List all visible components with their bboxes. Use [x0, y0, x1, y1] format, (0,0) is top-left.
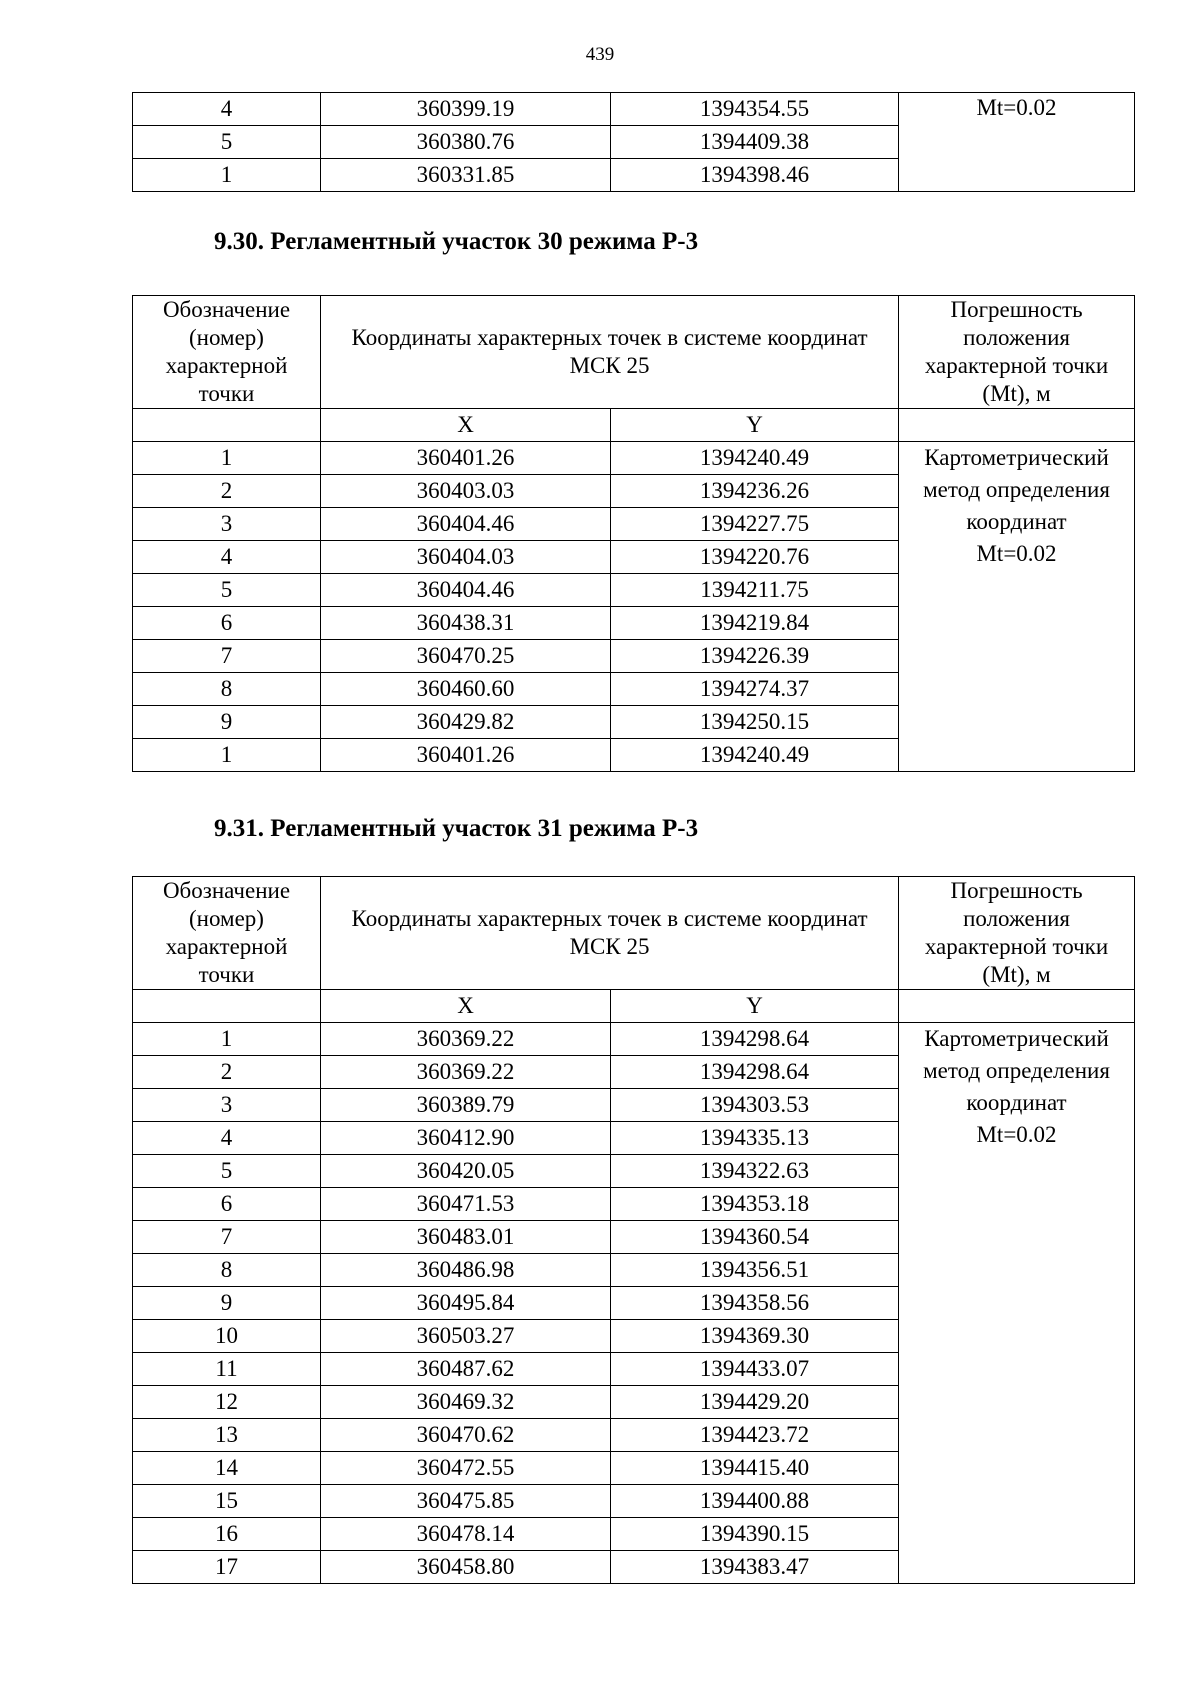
x-coordinate-cell: 360404.46 [321, 574, 611, 607]
header-position-error: Погрешность положения характерной точки (Mt), м [899, 877, 1135, 990]
section-title-31: 9.31. Регламентный участок 31 режима Р-3 [214, 815, 699, 842]
header-point-designation: Обозначение (номер) характерной точки [133, 296, 321, 409]
continuation-table [132, 92, 1135, 192]
point-number-cell: 15 [133, 1485, 321, 1518]
header-coordinates: Координаты характерных точек в системе координат МСК 25 [321, 296, 899, 409]
header-coordinates: Координаты характерных точек в системе координат МСК 25 [321, 877, 899, 990]
x-coordinate-cell: 360389.79 [321, 1089, 611, 1122]
y-coordinate-cell: 1394219.84 [611, 607, 899, 640]
y-coordinate-cell: 1394211.75 [611, 574, 899, 607]
x-coordinate-cell: 360420.05 [321, 1155, 611, 1188]
subheader-x: X [321, 409, 611, 442]
error-cell: Картометрический метод определения координат Mt=0.02 [899, 442, 1135, 772]
point-number-cell: 4 [133, 1122, 321, 1155]
y-coordinate-cell: 1394369.30 [611, 1320, 899, 1353]
y-coordinate-cell: 1394353.18 [611, 1188, 899, 1221]
table-row [133, 93, 1135, 126]
y-coordinate-cell: 1394240.49 [611, 442, 899, 475]
subheader-y: Y [611, 409, 899, 442]
y-coordinate-cell: 1394322.63 [611, 1155, 899, 1188]
y-coordinate-cell: 1394236.26 [611, 475, 899, 508]
y-coordinate-cell: 1394354.55 [611, 93, 899, 126]
x-coordinate-cell: 360331.85 [321, 159, 611, 192]
point-number-cell: 2 [133, 475, 321, 508]
error-cell: Mt=0.02 [899, 93, 1135, 192]
subheader-empty-cell [899, 409, 1135, 442]
x-coordinate-cell: 360401.26 [321, 739, 611, 772]
y-coordinate-cell: 1394220.76 [611, 541, 899, 574]
y-coordinate-cell: 1394358.56 [611, 1287, 899, 1320]
subheader-empty-cell [133, 409, 321, 442]
point-number-cell: 12 [133, 1386, 321, 1419]
y-coordinate-cell: 1394274.37 [611, 673, 899, 706]
x-coordinate-cell: 360401.26 [321, 442, 611, 475]
x-coordinate-cell: 360475.85 [321, 1485, 611, 1518]
point-number-cell: 13 [133, 1419, 321, 1452]
header-point-designation: Обозначение (номер) характерной точки [133, 877, 321, 990]
table-header-row [133, 877, 1135, 990]
point-number-cell: 1 [133, 739, 321, 772]
point-number-cell: 9 [133, 1287, 321, 1320]
point-number-cell: 10 [133, 1320, 321, 1353]
y-coordinate-cell: 1394415.40 [611, 1452, 899, 1485]
y-coordinate-cell: 1394423.72 [611, 1419, 899, 1452]
y-coordinate-cell: 1394409.38 [611, 126, 899, 159]
point-number-cell: 16 [133, 1518, 321, 1551]
x-coordinate-cell: 360471.53 [321, 1188, 611, 1221]
y-coordinate-cell: 1394335.13 [611, 1122, 899, 1155]
y-coordinate-cell: 1394400.88 [611, 1485, 899, 1518]
x-coordinate-cell: 360472.55 [321, 1452, 611, 1485]
point-number-cell: 2 [133, 1056, 321, 1089]
y-coordinate-cell: 1394226.39 [611, 640, 899, 673]
point-number-cell: 1 [133, 1023, 321, 1056]
x-coordinate-cell: 360460.60 [321, 673, 611, 706]
subheader-empty-cell [133, 990, 321, 1023]
point-number-cell: 3 [133, 1089, 321, 1122]
point-number-cell: 3 [133, 508, 321, 541]
coordinates-table-30 [132, 295, 1135, 772]
x-coordinate-cell: 360380.76 [321, 126, 611, 159]
y-coordinate-cell: 1394303.53 [611, 1089, 899, 1122]
x-coordinate-cell: 360369.22 [321, 1023, 611, 1056]
x-coordinate-cell: 360369.22 [321, 1056, 611, 1089]
point-number-cell: 7 [133, 1221, 321, 1254]
x-coordinate-cell: 360470.25 [321, 640, 611, 673]
y-coordinate-cell: 1394360.54 [611, 1221, 899, 1254]
y-coordinate-cell: 1394298.64 [611, 1023, 899, 1056]
point-number-cell: 6 [133, 607, 321, 640]
y-coordinate-cell: 1394429.20 [611, 1386, 899, 1419]
y-coordinate-cell: 1394398.46 [611, 159, 899, 192]
x-coordinate-cell: 360458.80 [321, 1551, 611, 1584]
x-coordinate-cell: 360438.31 [321, 607, 611, 640]
section-title-30: 9.30. Регламентный участок 30 режима Р-3 [214, 228, 699, 255]
x-coordinate-cell: 360483.01 [321, 1221, 611, 1254]
table-subheader-row [133, 990, 1135, 1023]
point-number-cell: 1 [133, 159, 321, 192]
x-coordinate-cell: 360486.98 [321, 1254, 611, 1287]
x-coordinate-cell: 360469.32 [321, 1386, 611, 1419]
x-coordinate-cell: 360487.62 [321, 1353, 611, 1386]
x-coordinate-cell: 360478.14 [321, 1518, 611, 1551]
point-number-cell: 7 [133, 640, 321, 673]
x-coordinate-cell: 360403.03 [321, 475, 611, 508]
header-position-error: Погрешность положения характерной точки (Mt), м [899, 296, 1135, 409]
point-number-cell: 6 [133, 1188, 321, 1221]
point-number-cell: 11 [133, 1353, 321, 1386]
error-cell: Картометрический метод определения координат Mt=0.02 [899, 1023, 1135, 1584]
point-number-cell: 5 [133, 126, 321, 159]
y-coordinate-cell: 1394227.75 [611, 508, 899, 541]
subheader-x: X [321, 990, 611, 1023]
y-coordinate-cell: 1394250.15 [611, 706, 899, 739]
point-number-cell: 14 [133, 1452, 321, 1485]
table-subheader-row [133, 409, 1135, 442]
point-number-cell: 4 [133, 541, 321, 574]
point-number-cell: 8 [133, 1254, 321, 1287]
y-coordinate-cell: 1394383.47 [611, 1551, 899, 1584]
point-number-cell: 17 [133, 1551, 321, 1584]
subheader-y: Y [611, 990, 899, 1023]
table-row [133, 1023, 1135, 1056]
x-coordinate-cell: 360429.82 [321, 706, 611, 739]
x-coordinate-cell: 360399.19 [321, 93, 611, 126]
y-coordinate-cell: 1394298.64 [611, 1056, 899, 1089]
coordinates-table-31 [132, 876, 1135, 1584]
point-number-cell: 8 [133, 673, 321, 706]
point-number-cell: 1 [133, 442, 321, 475]
x-coordinate-cell: 360412.90 [321, 1122, 611, 1155]
point-number-cell: 4 [133, 93, 321, 126]
x-coordinate-cell: 360470.62 [321, 1419, 611, 1452]
page-number: 439 [585, 44, 615, 65]
y-coordinate-cell: 1394433.07 [611, 1353, 899, 1386]
x-coordinate-cell: 360503.27 [321, 1320, 611, 1353]
x-coordinate-cell: 360495.84 [321, 1287, 611, 1320]
y-coordinate-cell: 1394240.49 [611, 739, 899, 772]
table-row [133, 442, 1135, 475]
point-number-cell: 5 [133, 574, 321, 607]
x-coordinate-cell: 360404.03 [321, 541, 611, 574]
subheader-empty-cell [899, 990, 1135, 1023]
x-coordinate-cell: 360404.46 [321, 508, 611, 541]
point-number-cell: 9 [133, 706, 321, 739]
y-coordinate-cell: 1394390.15 [611, 1518, 899, 1551]
table-header-row [133, 296, 1135, 409]
y-coordinate-cell: 1394356.51 [611, 1254, 899, 1287]
point-number-cell: 5 [133, 1155, 321, 1188]
